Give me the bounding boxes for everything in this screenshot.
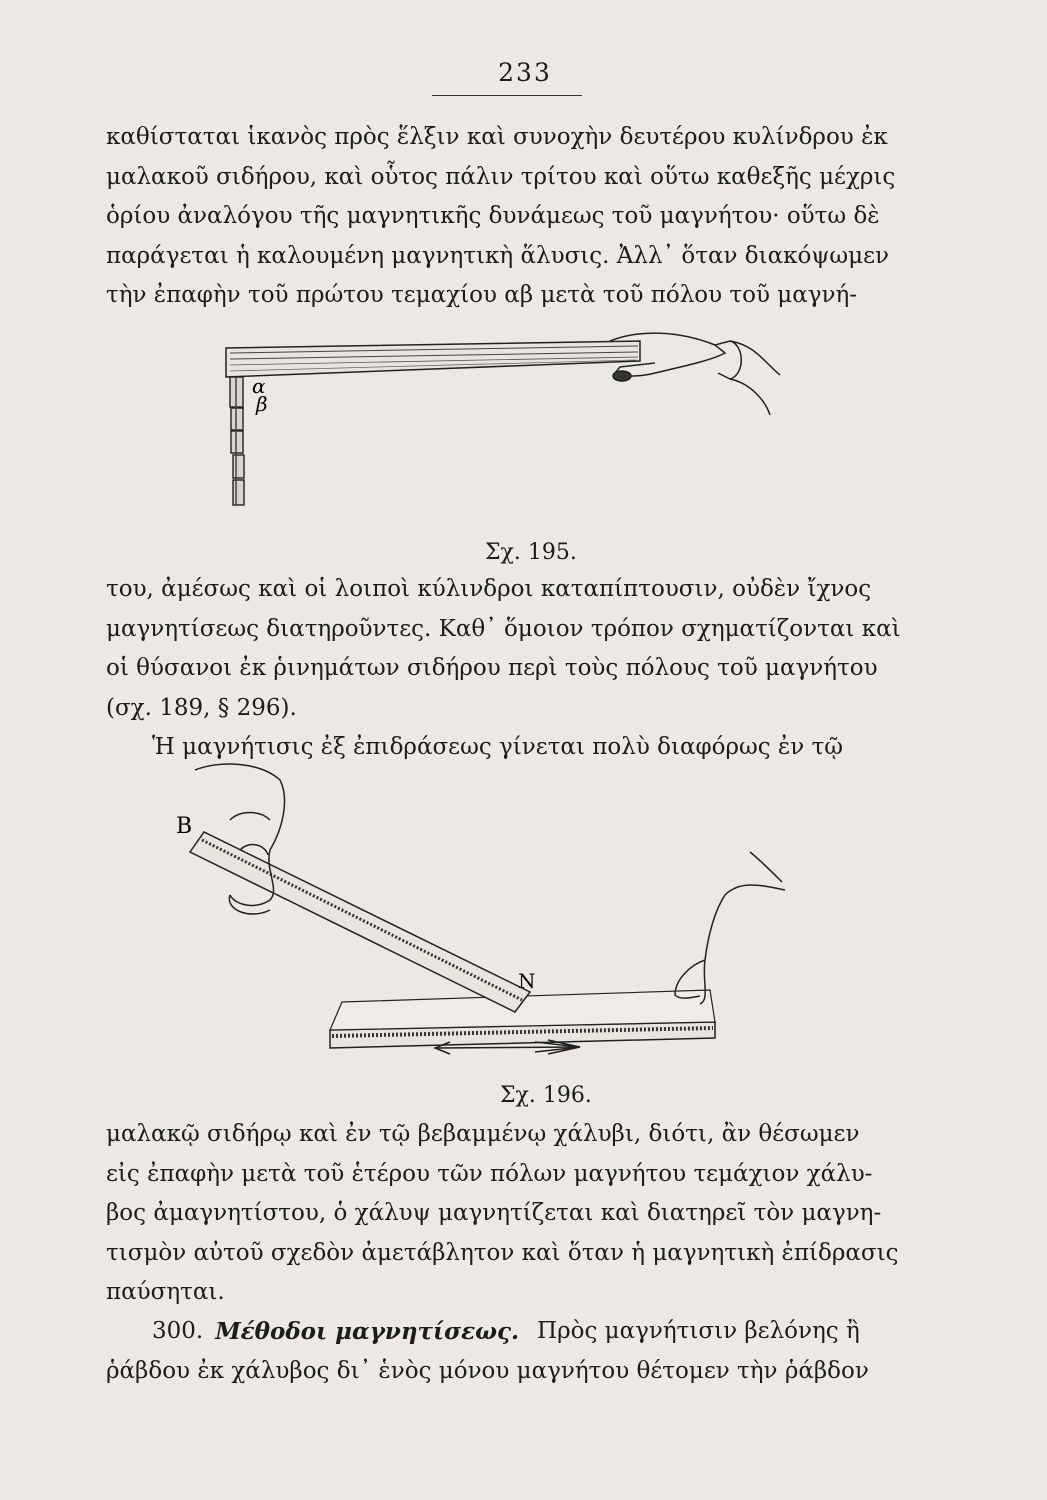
paragraph-2 (106, 570, 936, 768)
text-line-content: τισμὸν αὐτοῦ σχεδὸν ἀμετάβλητον καὶ ὅταν ἡ μαγνητικὴ ἐπίδρασις (106, 1239, 899, 1266)
figure-196 (170, 760, 790, 1070)
text-line (106, 1194, 936, 1234)
magnet-rod (190, 832, 530, 1012)
fig195-label-b: β (256, 392, 268, 416)
text-line (106, 197, 936, 237)
text-line (106, 118, 936, 158)
text-line (106, 237, 936, 277)
text-line (106, 276, 936, 316)
magnet-bar (226, 341, 640, 377)
text-line-content: παύσηται. (106, 1279, 225, 1305)
fig196-label-N: N (518, 969, 536, 993)
section-line-rest: Πρὸς μαγνήτισιν βελόνης ἢ (537, 1318, 860, 1344)
text-line (106, 570, 936, 610)
text-line (106, 1155, 936, 1195)
section-number: 300. (152, 1318, 204, 1344)
text-line-content: Ἡ μαγνήτισις ἐξ ἐπιδράσεως γίνεται πολὺ διαφόρως ἐν τῷ (152, 734, 844, 760)
text-line (106, 1115, 936, 1155)
figure-195-caption: Σχ. 195. (485, 540, 577, 565)
text-line-content: καθίσταται ἱκανὸς πρὸς ἕλξιν καὶ συνοχὴν δευτέρου κυλίνδρου ἐκ (106, 124, 888, 150)
text-line-content: τὴν ἐπαφὴν τοῦ πρώτου τεμαχίου αβ μετὰ τοῦ πόλου τοῦ μαγνή- (106, 282, 858, 308)
text-line-content: ῥάβδου ἐκ χάλυβος δι᾽ ἑνὸς μόνου μαγνήτου θέτομεν τὴν ῥάβδον (106, 1357, 869, 1384)
paragraph-1 (106, 118, 936, 316)
text-line-content: οἱ θύσανοι ἐκ ῥινημάτων σιδήρου περὶ τοὺς πόλους τοῦ μαγνήτου (106, 655, 878, 681)
page-number: 233 (498, 58, 552, 87)
figure-195 (200, 315, 800, 520)
header-rule (432, 95, 582, 96)
text-line (106, 158, 936, 198)
text-line (106, 649, 936, 689)
text-line (106, 689, 936, 729)
text-line (106, 1234, 936, 1274)
fig195-label-a: α (252, 374, 266, 398)
section-heading-line (106, 1312, 936, 1352)
text-line-content: του, ἀμέσως καὶ οἱ λοιποὶ κύλινδροι καταπίπτουσιν, οὐδὲν ἴχνος (106, 576, 872, 602)
text-line-content: παράγεται ἡ καλουμένη μαγνητικὴ ἅλυσις. Ἀλλ᾽ ὅταν διακόψωμεν (106, 242, 890, 269)
text-line-content: βος ἀμαγνητίστου, ὁ χάλυψ μαγνητίζεται καὶ διατηρεῖ τὸν μαγνη- (106, 1200, 882, 1226)
text-line (106, 1273, 936, 1313)
section-title: Μέθοδοι μαγνητίσεως. (215, 1318, 520, 1345)
text-line (106, 610, 936, 650)
figure-196-caption: Σχ. 196. (500, 1083, 592, 1108)
text-line-content: μαλακοῦ σιδήρου, καὶ οὗτος πάλιν τρίτου καὶ οὕτω καθεξῆς μέχρις (106, 163, 896, 190)
right-hand-icon (675, 852, 785, 1004)
text-line-content: (σχ. 189, § 296). (106, 694, 297, 721)
paragraph-3 (106, 1115, 936, 1313)
text-line-content: εἰς ἐπαφὴν μετὰ τοῦ ἑτέρου τῶν πόλων μαγνήτου τεμάχιον χάλυ- (106, 1160, 873, 1187)
iron-cylinder-chain (230, 377, 244, 505)
fig196-label-B: B (176, 814, 193, 839)
text-line-content: μαγνητίσεως διατηροῦντες. Καθ᾽ ὅμοιον τρόπον σχηματίζονται καὶ (106, 615, 901, 642)
text-line-content: ὁρίου ἀναλόγου τῆς μαγνητικῆς δυνάμεως τοῦ μαγνήτου· οὕτω δὲ (106, 203, 880, 229)
text-line (106, 1352, 936, 1392)
section-300 (106, 1312, 936, 1391)
text-line-content: μαλακῷ σιδήρῳ καὶ ἐν τῷ βεβαμμένῳ χάλυβι, διότι, ἂν θέσωμεν (106, 1121, 860, 1147)
